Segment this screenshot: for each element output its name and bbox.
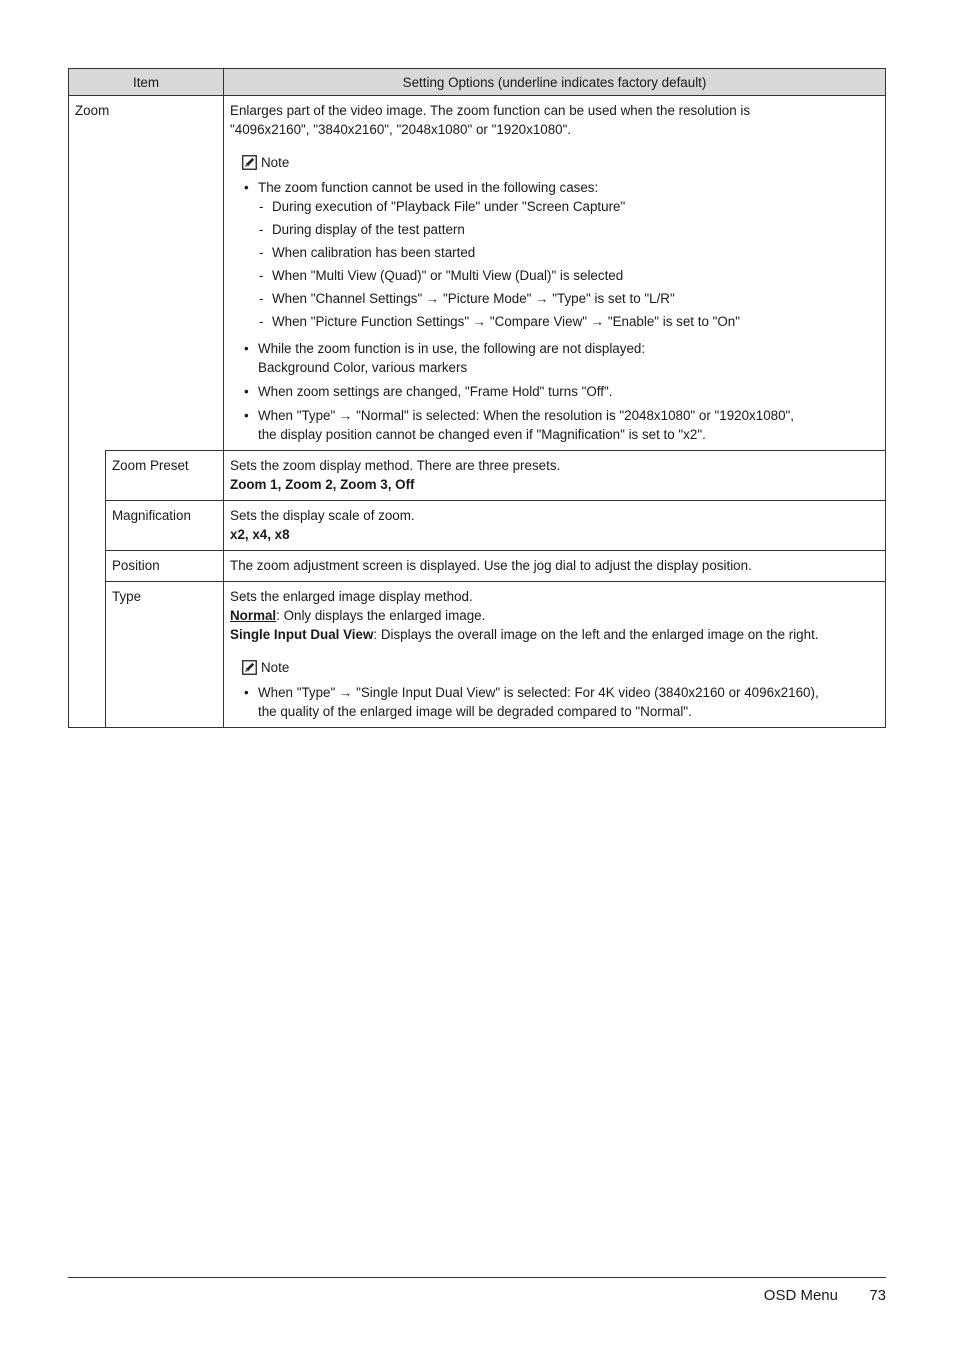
header-item: Item <box>69 69 224 96</box>
bullet-text: • When "Type" → "Normal" is selected: When the resolution is "2048x1080" or "1920x1080", <box>258 408 795 423</box>
bullet-text: the display position cannot be changed even if "Magnification" is set to "x2". <box>258 427 706 442</box>
zoom-preset-desc: Sets the zoom display method. There are three presets. <box>230 458 561 473</box>
type-cell <box>224 582 886 728</box>
table-row <box>69 501 886 551</box>
table-header-row <box>69 69 886 96</box>
list-item <box>242 406 879 444</box>
list-item: - When "Multi View (Quad)" or "Multi View (Dual)" is selected <box>258 266 879 285</box>
header-setting-options: Setting Options (underline indicates factory default) <box>224 69 886 96</box>
table-row <box>69 582 886 728</box>
option-desc: : Displays the overall image on the left and the enlarged image on the right. <box>373 627 819 642</box>
option-label: Normal <box>230 608 277 623</box>
bullet-text: the quality of the enlarged image will be degraded compared to "Normal". <box>258 704 692 719</box>
page-number: 73 <box>869 1287 886 1304</box>
bullet-text: • While the zoom function is in use, the following are not displayed: <box>258 341 646 356</box>
type-note-list <box>230 683 879 721</box>
type-option-sidv <box>230 625 879 644</box>
type-option-normal <box>230 606 879 625</box>
list-item: - When "Channel Settings" → "Picture Mode" → "Type" is set to "L/R" <box>258 289 879 308</box>
magnification-options <box>230 525 879 544</box>
footer-divider <box>68 1277 886 1278</box>
table-row <box>69 96 886 451</box>
footer-section-title: OSD Menu <box>763 1287 838 1304</box>
list-item: - During display of the test pattern <box>258 220 879 239</box>
settings-table <box>68 68 886 728</box>
list-item <box>242 683 879 721</box>
list-item <box>242 178 879 331</box>
zoom-description-cell <box>224 96 886 451</box>
indent-spacer <box>69 451 106 728</box>
zoom-note-list <box>230 178 879 444</box>
option-desc: : Only displays the enlarged image. <box>276 608 486 623</box>
option-label: Single Input Dual View <box>230 627 374 642</box>
list-item <box>242 382 879 401</box>
note-label: Note <box>261 660 290 675</box>
item-type: Type <box>106 582 224 728</box>
pencil-note-icon <box>242 660 257 675</box>
magnification-cell <box>224 501 886 551</box>
item-position: Position <box>106 551 224 582</box>
pencil-note-icon <box>242 155 257 170</box>
zoom-desc-line: "4096x2160", "3840x2160", "2048x1080" or "1920x1080". <box>230 122 572 137</box>
list-item: - When "Picture Function Settings" → "Compare View" → "Enable" is set to "On" <box>258 312 879 331</box>
exception-list <box>258 197 879 331</box>
list-item: - During execution of "Playback File" under "Screen Capture" <box>258 197 879 216</box>
type-desc: Sets the enlarged image display method. <box>230 589 473 604</box>
zoom-desc-line: Enlarges part of the video image. The zoom function can be used when the resolution is <box>230 103 751 118</box>
item-zoom-preset: Zoom Preset <box>106 451 224 501</box>
list-item <box>242 339 879 377</box>
item-magnification: Magnification <box>106 501 224 551</box>
options-text: Zoom 1, Zoom 2, Zoom 3, Off <box>230 477 415 492</box>
table-row <box>69 451 886 501</box>
options-text: x2, x4, x8 <box>230 527 290 542</box>
note-heading <box>242 153 879 172</box>
zoom-preset-cell <box>224 451 886 501</box>
item-zoom <box>69 96 224 451</box>
item-zoom-label: Zoom <box>75 103 110 118</box>
bullet-text: • When "Type" → "Single Input Dual View" is selected: For 4K video (3840x2160 or 4096x2160), <box>258 685 819 700</box>
bullet-text: • The zoom function cannot be used in the following cases: <box>258 180 599 195</box>
magnification-desc: Sets the display scale of zoom. <box>230 508 415 523</box>
zoom-preset-options <box>230 475 879 494</box>
position-desc: The zoom adjustment screen is displayed. Use the jog dial to adjust the display position. <box>224 551 886 582</box>
bullet-text: Background Color, various markers <box>258 360 468 375</box>
list-item: - When calibration has been started <box>258 243 879 262</box>
table-row <box>69 551 886 582</box>
bullet-text: • When zoom settings are changed, "Frame Hold" turns "Off". <box>258 384 613 399</box>
note-heading <box>242 658 879 677</box>
note-label: Note <box>261 155 290 170</box>
